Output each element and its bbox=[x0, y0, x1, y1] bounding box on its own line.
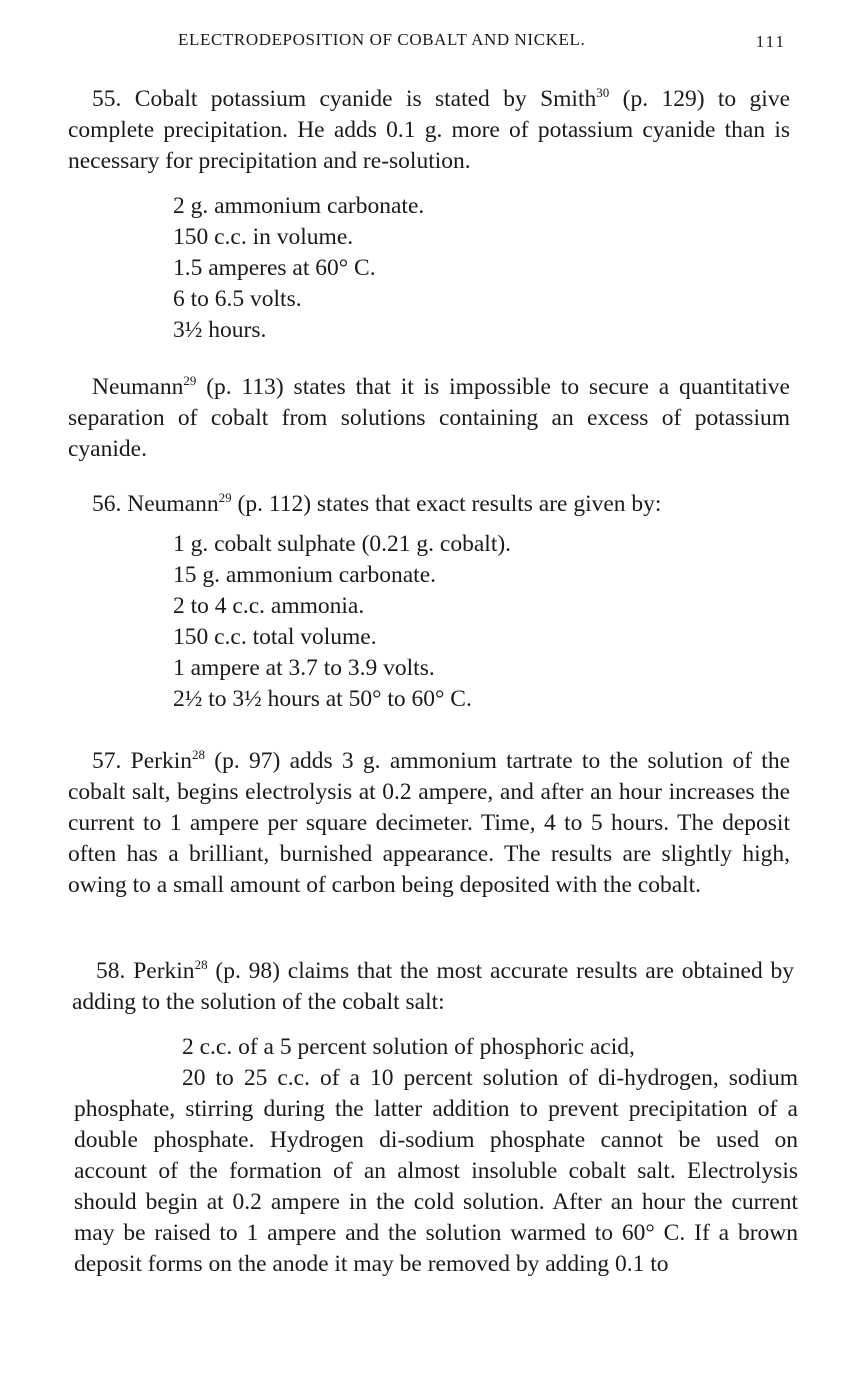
paragraph-number: 56. bbox=[92, 491, 122, 517]
list-item: 3½ hours. bbox=[173, 317, 267, 343]
paragraph-text-cont: (p. 112) states that exact results are given by: bbox=[231, 491, 662, 517]
paragraph-55 bbox=[68, 84, 790, 177]
paragraph-58 bbox=[72, 956, 794, 1018]
list-item: 2 g. ammonium carbonate. bbox=[173, 193, 425, 219]
list-item: 1.5 amperes at 60° C. bbox=[173, 255, 376, 281]
list-item: 2½ to 3½ hours at 50° to 60° C. bbox=[173, 686, 472, 712]
paragraph-number: 55. bbox=[92, 86, 122, 112]
paragraph-text: Cobalt potassium cyanide is stated by Smith bbox=[134, 86, 597, 112]
paragraph-58-continuation bbox=[74, 1063, 798, 1280]
paragraph-text-cont: (p. 97) adds 3 g. ammonium tartrate to the solution of the cobalt salt, begins electrolysis at 0.2 ampere, and after an hour increases the current to 1 ampere per square decimeter. Time, 4 to 5 hours. The deposit often has a brilliant, burnished appearance. The results are slightly high, owing to a small amount of carbon being deposited with the cobalt. bbox=[68, 748, 790, 898]
list-item: 15 g. ammonium carbonate. bbox=[173, 562, 436, 588]
list-item: 150 c.c. total volume. bbox=[173, 624, 377, 650]
paragraph-neumann bbox=[68, 372, 790, 465]
list-item: 150 c.c. in volume. bbox=[173, 224, 354, 250]
paragraph-number: 57. bbox=[92, 748, 122, 774]
paragraph-text-cont: (p. 129) to give complete precipitation. He adds 0.1 g. more of potassium cyanide than is necessary for precipitation and re-solution. bbox=[68, 86, 791, 174]
list-item: 2 c.c. of a 5 percent solution of phosphoric acid, bbox=[182, 1034, 635, 1060]
paragraph-text: 20 to 25 c.c. of a 10 percent solution of di-hydrogen, sodium phosphate, stirring during the latter addition to prevent precipitation of a double phosphate. Hydrogen di-sodium phosphate cannot be used on account of the formation of an almost insoluble cobalt salt. Electrolysis should begin at 0.2 ampere in the cold solution. After an hour the current may be raised to 1 ampere and the solution warmed to 60° C. If a brown deposit forms on the anode it may be removed by adding 0.1 to bbox=[74, 1065, 798, 1277]
reference-superscript: 29 bbox=[183, 373, 197, 388]
paragraph-number: 58. bbox=[96, 958, 126, 984]
reference-superscript: 29 bbox=[218, 490, 232, 505]
reference-superscript: 30 bbox=[596, 85, 610, 100]
paragraph-57 bbox=[68, 746, 790, 901]
list-item: 1 g. cobalt sulphate (0.21 g. cobalt). bbox=[173, 531, 512, 557]
conditions-list-56 bbox=[173, 529, 511, 715]
paragraph-text: Perkin bbox=[133, 958, 195, 984]
paragraph-text: Neumann bbox=[127, 491, 219, 517]
running-head bbox=[0, 30, 860, 58]
reference-superscript: 28 bbox=[192, 747, 205, 762]
list-item: 6 to 6.5 volts. bbox=[173, 286, 302, 312]
reference-superscript: 28 bbox=[194, 957, 208, 972]
paragraph-text-cont: (p. 98) claims that the most accurate results are obtained by adding to the solution of the cobalt salt: bbox=[72, 958, 795, 1015]
paragraph-56 bbox=[68, 489, 790, 520]
conditions-list-55 bbox=[173, 191, 424, 346]
running-head-title: ELECTRODEPOSITION OF COBALT AND NICKEL. bbox=[178, 30, 586, 49]
paragraph-text: Neumann bbox=[92, 374, 184, 400]
list-item: 1 ampere at 3.7 to 3.9 volts. bbox=[173, 655, 435, 681]
paragraph-text: Perkin bbox=[130, 748, 192, 774]
reagent-list-58 bbox=[182, 1032, 635, 1063]
paragraph-text-cont: (p. 113) states that it is impossible to secure a quantitative separation of cobalt from solutions containing an excess of potassium cyanide. bbox=[68, 374, 790, 462]
list-item: 2 to 4 c.c. ammonia. bbox=[173, 593, 365, 619]
page-number: 111 bbox=[755, 32, 786, 51]
